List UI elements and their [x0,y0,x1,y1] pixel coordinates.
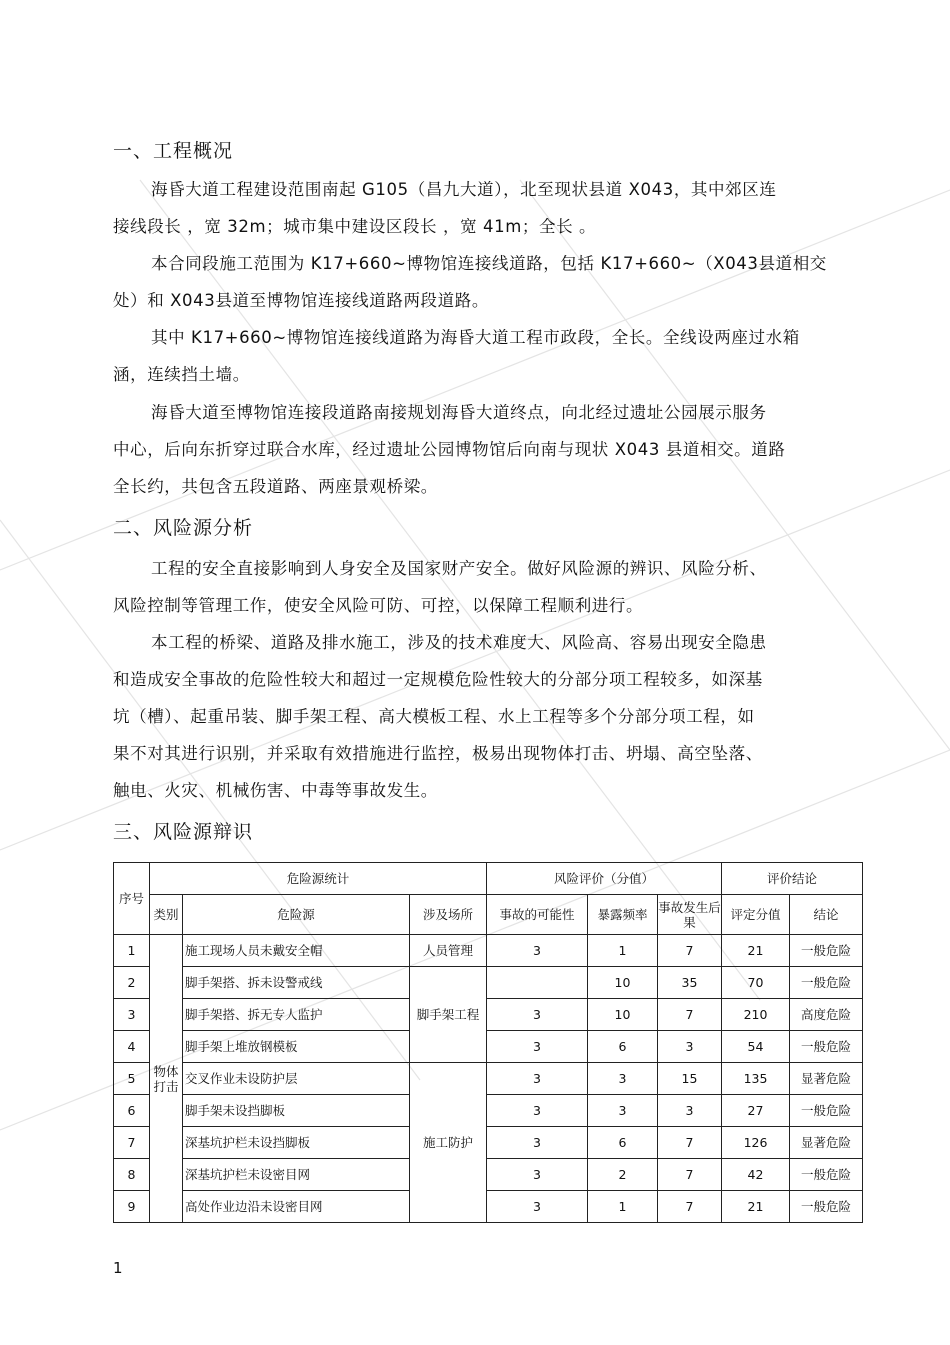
paragraph-line: 全长约，共包含五段道路、两座景观桥梁。 [113,477,438,496]
header-hazard: 危险源 [183,895,410,935]
risk-source-table [113,862,863,1223]
cell-result: 一般危险 [790,1095,863,1127]
cell-hazard: 施工现场人员未戴安全帽 [183,935,410,967]
cell-no: 2 [114,967,150,999]
page-number: 1 [113,1259,123,1277]
cell-no: 6 [114,1095,150,1127]
header-conclusion: 评价结论 [722,863,863,895]
header-consequence: 事故发生后果 [658,895,722,935]
section-heading-3: 三、风险源辩识 [113,821,254,843]
cell-likelihood: 3 [487,1095,588,1127]
cell-exposure: 10 [588,967,658,999]
cell-score: 70 [722,967,790,999]
cell-consequence: 35 [658,967,722,999]
cell-result: 一般危险 [790,1031,863,1063]
header-likelihood: 事故的可能性 [487,895,588,935]
cell-place: 脚手架工程 [410,967,487,1063]
cell-consequence: 7 [658,1159,722,1191]
table-row [114,967,863,999]
table-row [114,1031,863,1063]
paragraph-line: 处）和 X043县道至博物馆连接线道路两段道路。 [113,291,489,310]
cell-likelihood: 3 [487,1127,588,1159]
section-heading-2: 二、风险源分析 [113,517,254,539]
cell-no: 5 [114,1063,150,1095]
cell-place: 施工防护 [410,1063,487,1223]
cell-exposure: 3 [588,1063,658,1095]
cell-result: 高度危险 [790,999,863,1031]
cell-hazard: 脚手架搭、拆未设警戒线 [183,967,410,999]
cell-exposure: 6 [588,1127,658,1159]
cell-result: 一般危险 [790,1191,863,1223]
table-row [114,935,863,967]
cell-consequence: 7 [658,1127,722,1159]
paragraph-1-2 [113,245,853,319]
cell-likelihood: 3 [487,935,588,967]
table-row [114,1191,863,1223]
cell-hazard: 脚手架搭、拆无专人监护 [183,999,410,1031]
table-row [114,1159,863,1191]
paragraph-line: 涵，连续挡土墙。 [113,365,250,384]
paragraph-line: 果不对其进行识别，并采取有效措施进行监控，极易出现物体打击、坍塌、高空坠落、 [113,744,763,763]
cell-no: 4 [114,1031,150,1063]
cell-score: 27 [722,1095,790,1127]
paragraph-line: 海昏大道工程建设范围南起 G105（昌九大道），北至现状县道 X043，其中郊区连 [151,180,777,199]
cell-exposure: 1 [588,935,658,967]
cell-exposure: 10 [588,999,658,1031]
cell-score: 135 [722,1063,790,1095]
cell-score: 54 [722,1031,790,1063]
paragraph-line: 和造成安全事故的危险性较大和超过一定规模危险性较大的分部分项工程较多，如深基 [113,670,763,689]
cell-likelihood [487,967,588,999]
header-eval: 风险评价（分值） [487,863,722,895]
header-score: 评定分值 [722,895,790,935]
cell-hazard: 深基坑护栏未设挡脚板 [183,1127,410,1159]
header-result: 结论 [790,895,863,935]
cell-consequence: 7 [658,999,722,1031]
paragraph-2-2 [113,624,853,809]
cell-likelihood: 3 [487,1191,588,1223]
cell-exposure: 3 [588,1095,658,1127]
paragraph-line: 中心，后向东折穿过联合水库，经过遗址公园博物馆后向南与现状 X043 县道相交。道路 [113,440,786,459]
cell-likelihood: 3 [487,999,588,1031]
paragraph-line: 风险控制等管理工作，使安全风险可防、可控，以保障工程顺利进行。 [113,596,644,615]
cell-place: 人员管理 [410,935,487,967]
cell-hazard: 脚手架未设挡脚板 [183,1095,410,1127]
cell-no: 3 [114,999,150,1031]
cell-no: 9 [114,1191,150,1223]
table-row [114,1063,863,1095]
cell-no: 1 [114,935,150,967]
paragraph-line: 工程的安全直接影响到人身安全及国家财产安全。做好风险源的辨识、风险分析、 [151,559,767,578]
cell-consequence: 7 [658,935,722,967]
paragraph-1-3 [113,319,853,393]
header-category: 类别 [150,895,183,935]
cell-likelihood: 3 [487,1031,588,1063]
header-stats: 危险源统计 [150,863,487,895]
paragraph-line: 坑（槽）、起重吊装、脚手架工程、高大模板工程、水上工程等多个分部分项工程，如 [113,707,755,726]
table-row [114,1127,863,1159]
cell-category: 物体打击 [150,935,183,1223]
cell-consequence: 3 [658,1095,722,1127]
cell-consequence: 7 [658,1191,722,1223]
cell-hazard: 深基坑护栏未设密目网 [183,1159,410,1191]
cell-score: 210 [722,999,790,1031]
paragraph-2-1 [113,550,853,624]
cell-score: 21 [722,1191,790,1223]
section-heading-1: 一、工程概况 [113,140,234,162]
header-place: 涉及场所 [410,895,487,935]
paragraph-line: 本合同段施工范围为 K17+660~博物馆连接线道路，包括 K17+660~（X043县道相交 [151,254,827,273]
paragraph-line: 海昏大道至博物馆连接段道路南接规划海昏大道终点，向北经过遗址公园展示服务 [151,403,767,422]
paragraph-1-4 [113,394,853,505]
cell-no: 8 [114,1159,150,1191]
table-row [114,1095,863,1127]
cell-consequence: 3 [658,1031,722,1063]
cell-likelihood: 3 [487,1159,588,1191]
cell-result: 一般危险 [790,935,863,967]
cell-score: 42 [722,1159,790,1191]
cell-hazard: 高处作业边沿未设密目网 [183,1191,410,1223]
paragraph-line: 接线段长 ，宽 32m；城市集中建设区段长 ，宽 41m；全长 。 [113,217,597,236]
cell-consequence: 15 [658,1063,722,1095]
cell-exposure: 6 [588,1031,658,1063]
header-exposure: 暴露频率 [588,895,658,935]
cell-hazard: 交叉作业未设防护层 [183,1063,410,1095]
cell-result: 显著危险 [790,1127,863,1159]
cell-score: 126 [722,1127,790,1159]
cell-exposure: 2 [588,1159,658,1191]
header-seq: 序号 [114,863,150,935]
paragraph-line: 其中 K17+660~博物馆连接线道路为海昏大道工程市政段，全长。全线设两座过水箱 [151,328,800,347]
cell-no: 7 [114,1127,150,1159]
cell-result: 显著危险 [790,1063,863,1095]
paragraph-1-1 [113,171,853,245]
cell-result: 一般危险 [790,1159,863,1191]
cell-hazard: 脚手架上堆放钢模板 [183,1031,410,1063]
table-row [114,999,863,1031]
paragraph-line: 触电、火灾、机械伤害、中毒等事故发生。 [113,781,438,800]
paragraph-line: 本工程的桥梁、道路及排水施工，涉及的技术难度大、风险高、容易出现安全隐患 [151,633,767,652]
cell-likelihood: 3 [487,1063,588,1095]
cell-exposure: 1 [588,1191,658,1223]
cell-result: 一般危险 [790,967,863,999]
cell-score: 21 [722,935,790,967]
